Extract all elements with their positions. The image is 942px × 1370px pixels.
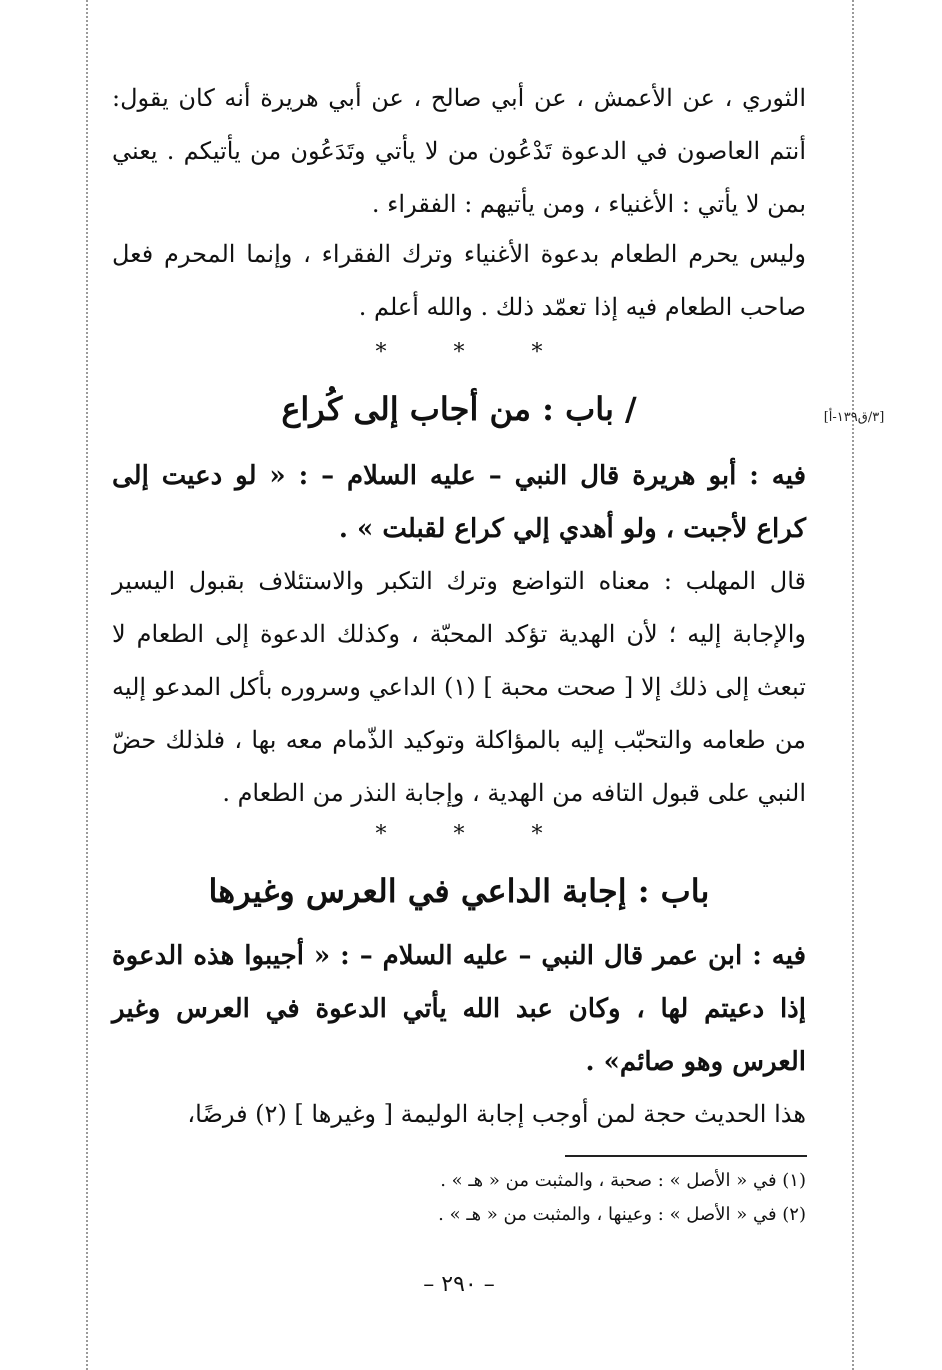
paragraph-4: هذا الحديث حجة لمن أوجب إجابة الوليمة [ وغيرها ] (٢) فرضًا،: [187, 1100, 806, 1128]
star-ornament: *: [531, 822, 543, 847]
hadith-text-1: فيه : أبو هريرة قال النبي – عليه السلام – : « لو دعيت إلى كراع لأجبت ، ولو أهدي إلي كراع لقبلت » .: [112, 461, 806, 544]
paragraph-2: وليس يحرم الطعام بدعوة الأغنياء وترك الفقراء ، وإنما المحرم فعل صاحب الطعام فيه إذا تعمّد ذلك . والله أعلم .: [112, 240, 806, 321]
section-divider-1: [112, 340, 806, 365]
star-ornament: *: [453, 822, 465, 847]
margin-folio-reference: [٣/ق١٣٩-أ]: [823, 410, 885, 425]
chapter-heading-2: باب : إجابة الداعي في العرس وغيرها: [208, 872, 710, 910]
page-number: – ٢٩٠ –: [423, 1272, 495, 1297]
star-ornament: *: [375, 340, 387, 365]
footnote-1: (١) في « الأصل » : صحبة ، والمثبت من « هـ » .: [440, 1170, 806, 1191]
left-margin-guide: [86, 0, 88, 1370]
section-divider-2: [112, 822, 806, 847]
hadith-text-2: فيه : ابن عمر قال النبي – عليه السلام – : « أجيبوا هذه الدعوة إذا دعيتم لها ، وكان عبد الله يأتي الدعوة في العرس وغير العرس وهو صائم» .: [112, 941, 806, 1077]
star-ornament: *: [453, 340, 465, 365]
footnote-separator: [565, 1155, 807, 1157]
right-margin-guide: [852, 0, 854, 1370]
chapter-heading-1: / باب : من أجاب إلى كُراع: [281, 390, 637, 428]
star-ornament: *: [531, 340, 543, 365]
paragraph-3: قال المهلب : معناه التواضع وترك التكبر والاستئلاف بقبول اليسير والإجابة إليه ؛ لأن الهدية تؤكد المحبّة ، وكذلك الدعوة إلى الطعام لا تبعث إلى ذلك إلا [ صحت محبة ] (١) الداعي وسروره بأكل المدعو إليه من طعامه والتحبّب إليه بالمؤاكلة وتوكيد الذّمام معه بها ، فلذلك حضّ النبي على قبول التافه من الهدية ، وإجابة النذر من الطعام .: [112, 567, 806, 807]
footnote-2: (٢) في « الأصل » : وعينها ، والمثبت من « هـ » .: [438, 1204, 806, 1225]
paragraph-1: الثوري ، عن الأعمش ، عن أبي صالح ، عن أبي هريرة أنه كان يقول: أنتم العاصون في الدعوة تَدْعُون من لا يأتي وتَدَعُون من يأتيكم . يعني بمن لا يأتي : الأغنياء ، ومن يأتيهم : الفقراء .: [112, 84, 806, 218]
star-ornament: *: [375, 822, 387, 847]
